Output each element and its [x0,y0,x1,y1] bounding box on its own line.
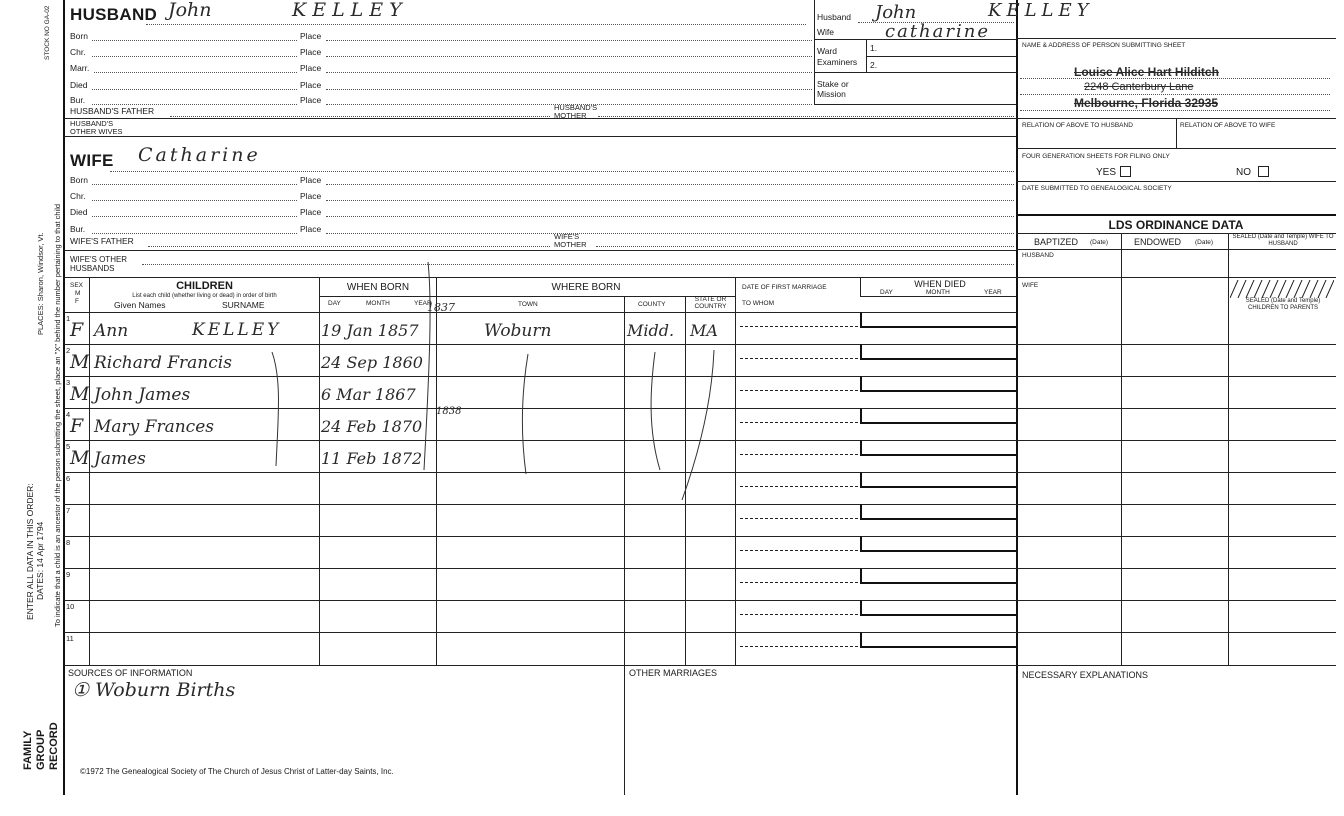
other-marriages-label: OTHER MARRIAGES [629,668,718,678]
sex-m: M [75,290,81,297]
child-number: 5 [66,442,71,451]
child-state: MA [690,321,718,340]
hatched-area [1230,280,1334,298]
record-title-1: FAMILY [22,730,34,770]
sealed-wife-label: SEALED (Date and Temple) WIFE TO HUSBAND [1232,234,1334,247]
child-sex: F [70,415,84,437]
died-line [860,326,1016,328]
record-title-2: GROUP [35,729,47,770]
sources-label: SOURCES OF INFORMATION [68,668,193,678]
child-sex: M [70,383,90,405]
child-number: 8 [66,538,71,547]
row-divider [64,568,1336,569]
surname-header: SURNAME [222,300,265,310]
child-sex: M [70,447,90,469]
children-header: CHILDREN [176,280,233,292]
marriage-dash [740,454,858,455]
husband-died-place-label: Place [300,80,322,90]
child-birth-date: 19 Jan 1857 [321,321,419,340]
places-note: PLACES: Sharon, Windsor, Vt. [36,232,45,335]
child-number: 1 [66,314,71,323]
child-number: 2 [66,346,71,355]
child-birth-date: 6 Mar 1867 [321,385,416,404]
marriage-dash [740,422,858,423]
husband-died-label: Died [70,80,88,90]
child-birth-date: 11 Feb 1872 [321,449,423,468]
submitter-name: Louise Alice Hart Hilditch [1074,65,1219,79]
marriage-dash [740,582,858,583]
born-year-header: YEAR [414,300,432,307]
wife-given-name: Catharine [138,144,261,166]
sex-header: SEX [70,282,84,289]
right-wife-given: catharine [885,21,990,42]
county-header: COUNTY [638,301,666,308]
four-gen-label: FOUR GENERATION SHEETS FOR FILING ONLY [1022,153,1170,160]
marriage-dash [740,326,858,327]
year-annotation: 1837 [427,301,455,314]
died-line [860,550,1016,552]
submitter-street: 2248 Canterbury Lane [1084,81,1194,93]
marriage-dash [740,614,858,615]
right-husband-given: John [875,2,917,23]
yes-checkbox[interactable] [1120,166,1131,177]
stake-label: Stake or Mission [817,79,849,99]
baptized-label: BAPTIZED [1034,237,1079,247]
row-divider [64,408,1336,409]
died-bracket [860,568,862,583]
died-bracket [860,376,862,391]
given-names-header: Given Names [114,300,166,310]
died-bracket [860,504,862,519]
child-surname: KELLEY [192,320,282,340]
dates-note: DATES: 14 Apr 1794 [35,521,45,600]
husband-mother-label: HUSBAND'S MOTHER [554,103,598,120]
baptized-date-label: (Date) [1090,239,1109,246]
no-checkbox[interactable] [1258,166,1269,177]
explanations-label: NECESSARY EXPLANATIONS [1022,670,1149,680]
died-day-header: DAY [880,289,893,296]
wife-heading: WIFE [70,151,114,170]
died-line [860,518,1016,520]
to-whom-header: TO WHOM [742,300,775,307]
born-day-header: DAY [328,300,341,307]
right-husband-surname: KELLEY [988,0,1094,21]
husband-given-name: John [168,0,212,21]
child-birth-date: 24 Sep 1860 [321,353,423,372]
child-number: 6 [66,474,71,483]
born-month-header: MONTH [366,300,390,307]
wife-chr-place-label: Place [300,191,322,201]
died-line [860,422,1016,424]
lds-wife-label: WIFE [1022,282,1039,289]
lds-husband-label: HUSBAND [1022,252,1054,259]
husband-born-label: Born [70,31,88,41]
endowed-label: ENDOWED [1134,237,1181,247]
died-line [860,454,1016,456]
died-line [860,614,1016,616]
child-county: Midd. [627,321,675,340]
wife-born-label: Born [70,175,88,185]
died-bracket [860,312,862,327]
child-number: 9 [66,570,71,579]
row-divider [64,504,1336,505]
died-line [860,582,1016,584]
sealed-children-label: SEALED (Date and Temple) CHILDREN TO PARENTS [1245,298,1321,311]
date-submitted-label: DATE SUBMITTED TO GENEALOGICAL SOCIETY [1022,185,1172,192]
state-header: STATE OR COUNTRY [694,296,727,310]
died-bracket [860,440,862,455]
marriage-dash [740,518,858,519]
relation-husband-label: RELATION OF ABOVE TO HUSBAND [1022,122,1133,129]
row-divider [64,344,1336,345]
wife-died-label: Died [70,207,88,217]
marriage-dash [740,390,858,391]
yes-label: YES [1096,167,1117,178]
husband-chr-label: Chr. [70,47,86,57]
right-wife-label: Wife [817,27,834,37]
submitter-city: Melbourne, Florida 32935 [1074,96,1219,110]
row-divider [64,440,1336,441]
husband-chr-place-label: Place [300,47,322,57]
endowed-date-label: (Date) [1195,239,1214,246]
husband-marr-label: Marr. [70,63,90,73]
child-sex: M [70,351,90,373]
wife-born-place-label: Place [300,175,322,185]
husband-marr-place-label: Place [300,63,322,73]
sex-f: F [75,298,79,305]
marriage-dash [740,550,858,551]
row-divider [64,632,1336,633]
wife-chr-label: Chr. [70,191,86,201]
submitter-heading: NAME & ADDRESS OF PERSON SUBMITTING SHEET [1022,42,1186,49]
child-given-name: Richard Francis [94,353,232,373]
died-line [860,358,1016,360]
row-divider [64,600,1336,601]
died-bracket [860,600,862,615]
when-born-header: WHEN BORN [346,282,410,293]
wife-father-label: WIFE'S FATHER [70,236,134,246]
husband-bur-place-label: Place [300,95,322,105]
husband-born-place-label: Place [300,31,322,41]
child-number: 3 [66,378,71,387]
examiners-label: Examiners [817,57,858,67]
when-died-header: WHEN DIED [914,279,966,289]
wife-bur-place-label: Place [300,224,322,234]
child-number: 10 [66,602,75,611]
row-divider [64,472,1336,473]
ward-2: 2. [870,60,878,70]
enter-order-note: ENTER ALL DATA IN THIS ORDER: [25,483,35,620]
stock-number: STOCK NO GA-02 [44,5,51,60]
record-title-3: RECORD [48,722,60,770]
husband-bur-label: Bur. [70,95,86,105]
husband-father-label: HUSBAND'S FATHER [70,106,155,116]
child-given-name: Mary Frances [94,417,214,437]
marriage-dash [740,646,858,647]
first-marriage-header: DATE OF FIRST MARRIAGE [742,284,827,291]
where-born-header: WHERE BORN [551,282,621,293]
children-list-note: List each child (whether living or dead) in order of birth [132,293,277,299]
relation-wife-label: RELATION OF ABOVE TO WIFE [1180,122,1276,129]
husband-surname: KELLEY [292,0,408,21]
died-bracket [860,344,862,359]
town-header: TOWN [518,301,538,308]
right-husband-label: Husband [817,12,852,22]
husband-heading: HUSBAND [70,5,158,24]
wife-other-husbands-label: WIFE'S OTHER HUSBANDS [70,255,128,273]
lds-title: LDS ORDINANCE DATA [1108,218,1244,232]
died-line [860,390,1016,392]
child-number: 11 [66,634,74,643]
died-bracket [860,632,862,647]
source-entry: ① Woburn Births [72,679,236,701]
wife-mother-label: WIFE'S MOTHER [554,232,587,249]
died-bracket [860,536,862,551]
child-given-name: Ann [94,321,129,341]
ward-label: Ward [817,46,837,56]
child-sex: F [70,319,84,341]
died-bracket [860,472,862,487]
ward-1: 1. [870,43,878,53]
child-birth-date: 24 Feb 1870 [321,417,423,436]
died-line [860,646,1016,648]
child-number: 7 [66,506,71,515]
row-divider [64,536,1336,537]
row-divider [64,376,1336,377]
child-note: 1838 [436,406,462,417]
copyright: ©1972 The Genealogical Society of The Church of Jesus Christ of Latter-day Saints, Inc. [80,767,394,776]
died-year-header: YEAR [984,289,1002,296]
husband-other-wives-label: HUSBAND'S OTHER WIVES [70,119,123,136]
child-given-name: James [94,449,146,469]
child-town: Woburn [484,321,552,341]
child-given-name: John James [94,385,191,405]
child-number: 4 [66,410,71,419]
died-line [860,486,1016,488]
ancestor-instruction: To indicate that a child is an ancestor of the person submitting the sheet, place an "X" behind the number pertaining to that child [53,203,62,627]
marriage-dash [740,358,858,359]
died-bracket [860,408,862,423]
died-month-header: MONTH [926,289,950,296]
no-label: NO [1236,167,1251,178]
wife-died-place-label: Place [300,207,322,217]
wife-bur-label: Bur. [70,224,86,234]
marriage-dash [740,486,858,487]
